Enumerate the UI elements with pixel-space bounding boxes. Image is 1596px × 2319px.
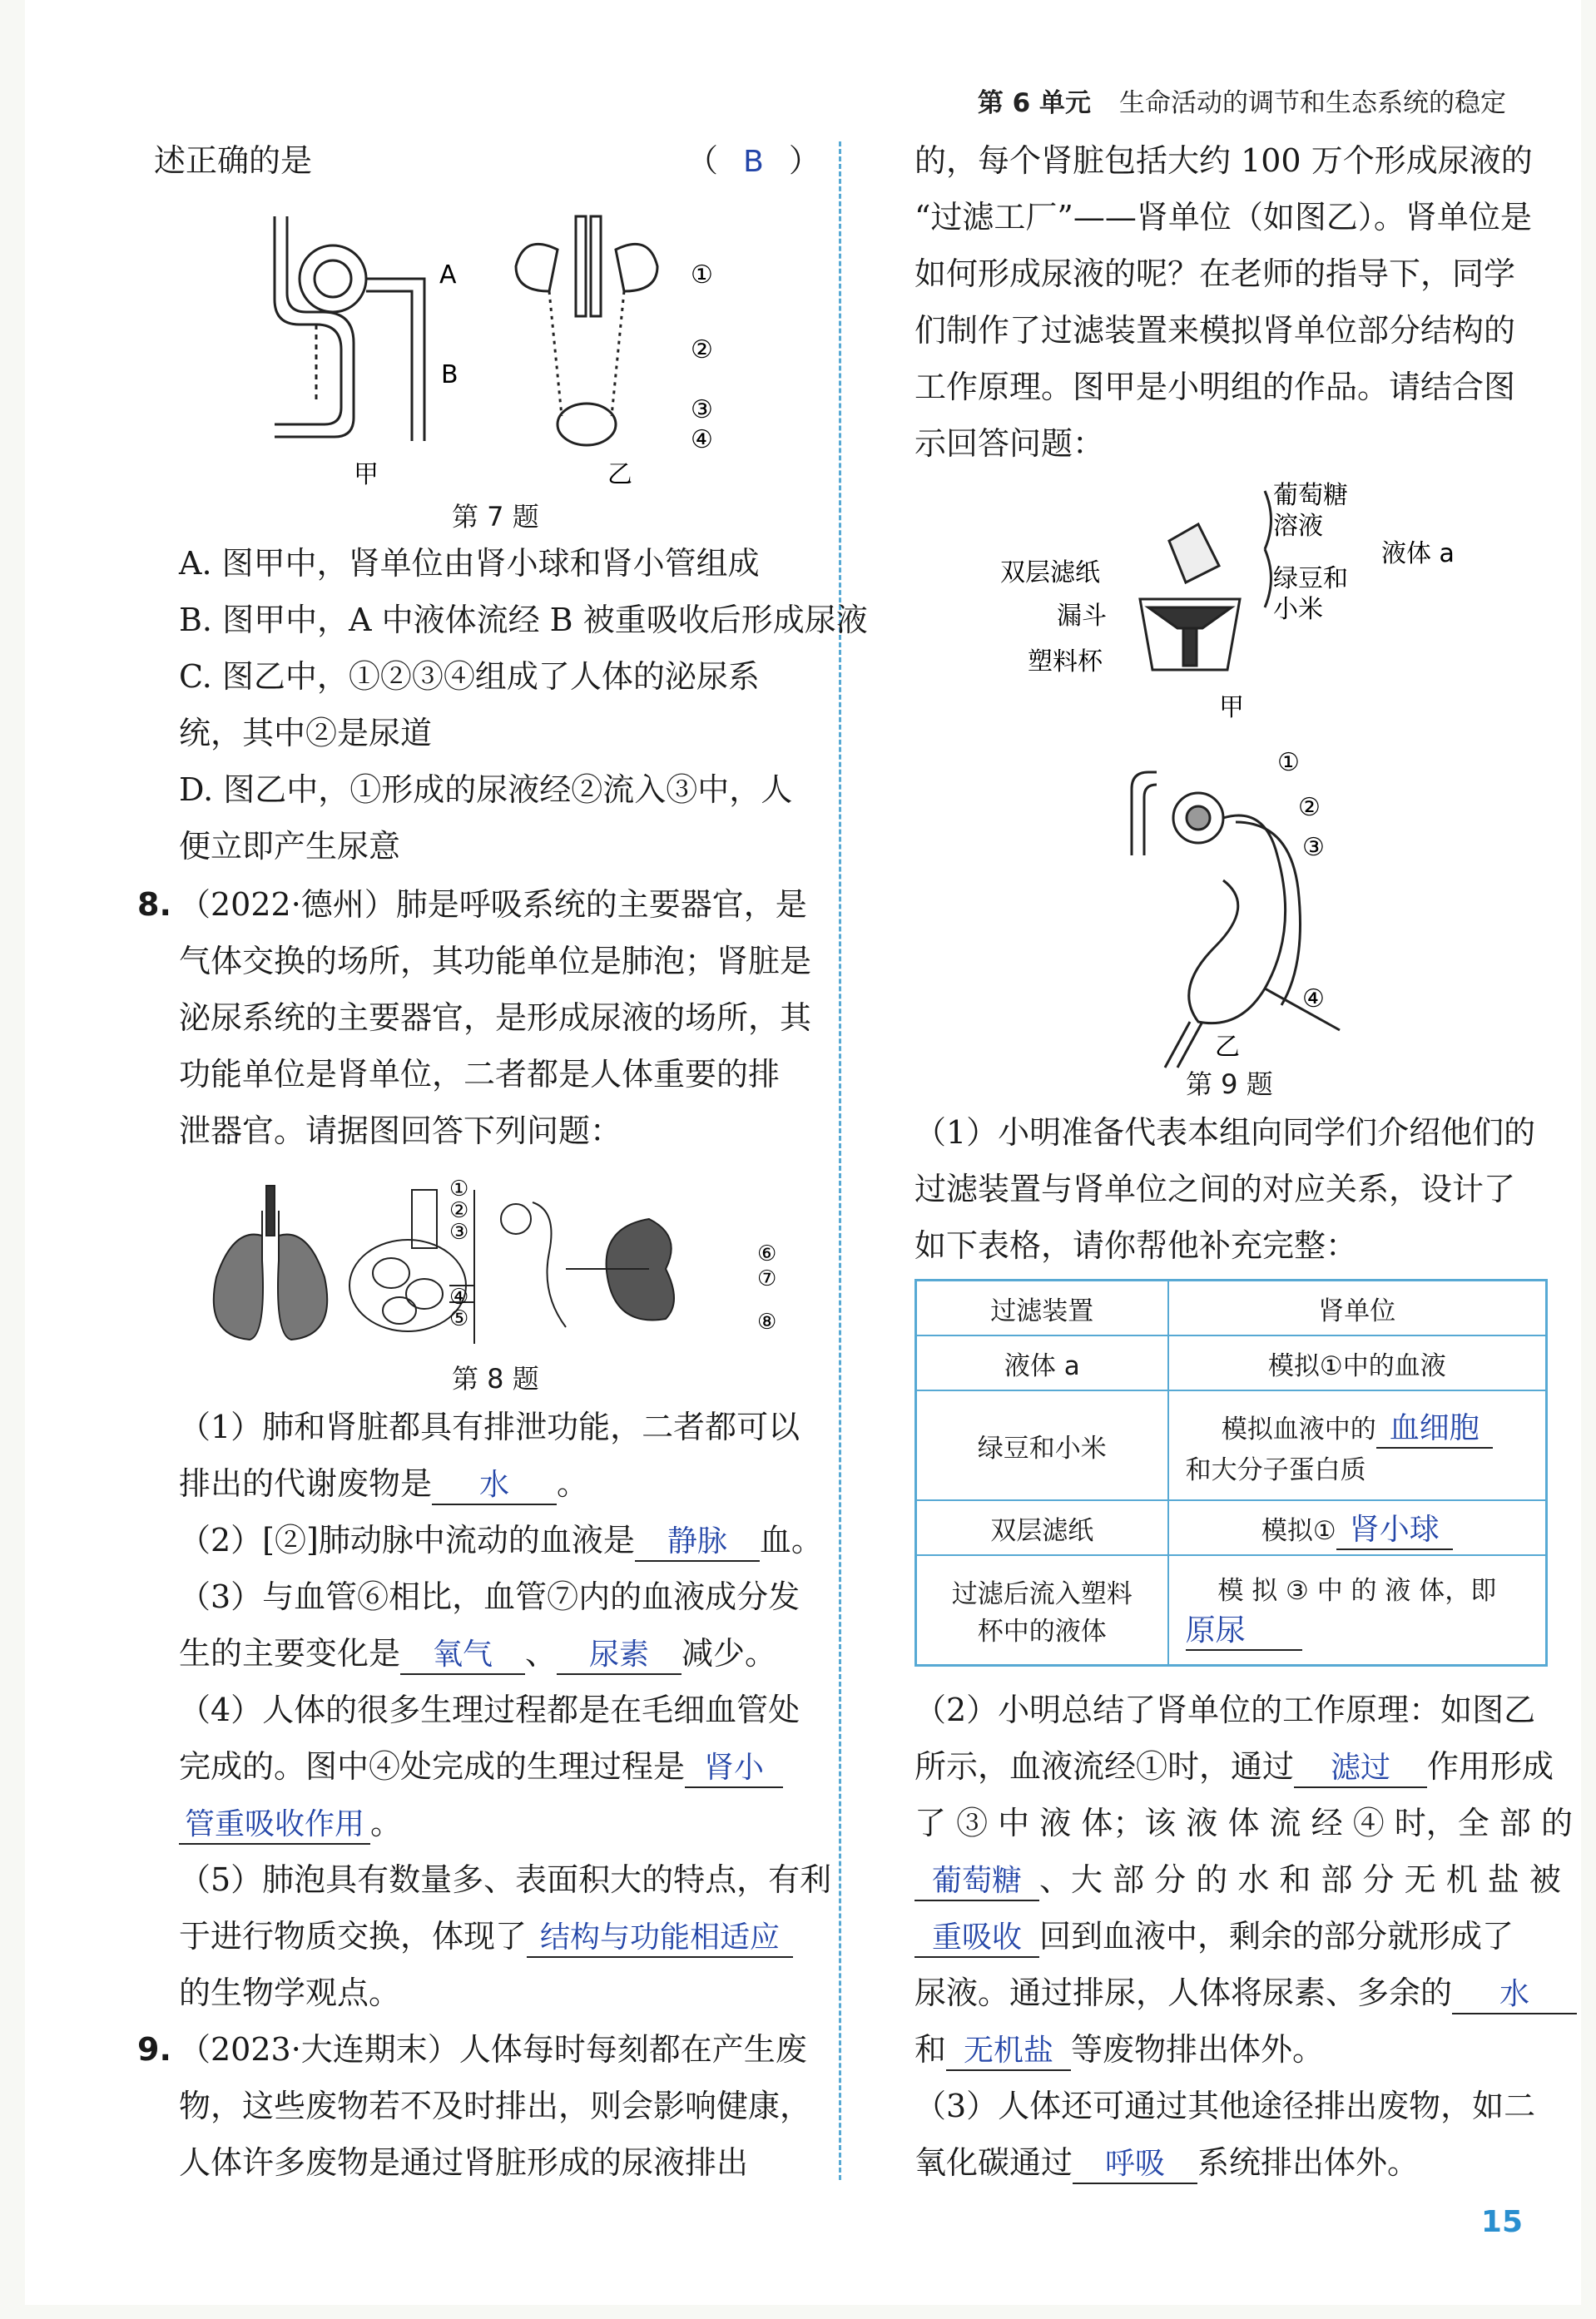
- q9-p2-e-text: 回到血液中，剩余的部分就形成了: [1039, 1918, 1514, 1955]
- q7-option-c: C. 图乙中，①②③④组成了人体的泌尿系: [179, 658, 760, 695]
- alveoli-drawing: [349, 1190, 469, 1331]
- q7-label-2: ②: [691, 335, 713, 364]
- label-beans-2: 小米: [1273, 595, 1323, 624]
- filter-apparatus-drawing: [1140, 491, 1271, 670]
- table-header-filter: 过滤装置: [916, 1281, 1168, 1336]
- r2-right-line-2: 和大分子蛋白质: [1185, 1455, 1366, 1485]
- paren-open: （: [686, 142, 719, 179]
- r2-right-line-1: [1176, 1405, 1539, 1449]
- yi-label-1: ①: [1277, 748, 1300, 777]
- q8-stem-2: 气体交换的场所，其功能单位是肺泡；肾脏是: [179, 943, 812, 979]
- q7-figure-caption: 第 7 题: [452, 501, 539, 533]
- q8-stem-4: 功能单位是肾单位，二者都是人体重要的排: [179, 1056, 781, 1093]
- q7-stem-tail: [154, 140, 312, 181]
- q7-stem-text: 述正确的是: [154, 142, 313, 179]
- q9-p3-c: 系统排出体外。: [1197, 2144, 1420, 2181]
- q9-p1-3: 如下表格，请你帮他补充完整：: [914, 1227, 1358, 1264]
- table-header-row: [916, 1281, 1547, 1336]
- q7-answer: B: [743, 145, 764, 179]
- q8-p1-c: 。: [557, 1465, 589, 1502]
- q8-label-3: ③: [449, 1220, 469, 1245]
- q8-p2: [179, 1519, 823, 1562]
- q9-p2-answer-1: 滤过: [1294, 1750, 1427, 1788]
- paren-close: ）: [788, 142, 820, 179]
- page-header: [978, 82, 1506, 119]
- q8-p1-answer: 水: [432, 1467, 557, 1505]
- q8-stem-1: （2022·德州）肺是呼吸系统的主要器官，是: [179, 886, 807, 923]
- q8-p4-c-text: 。: [370, 1805, 403, 1841]
- q8-p5-c: 的生物学观点。: [179, 1975, 401, 2011]
- q8-p4-b: [179, 1746, 783, 1788]
- q7-label-jia: 甲: [354, 460, 379, 489]
- label-funnel: 漏斗: [1057, 602, 1107, 631]
- q9-number: 9.: [137, 2031, 171, 2068]
- q8-stem-5: 泄器官。请据图回答下列问题：: [179, 1112, 622, 1149]
- q7-option-d: D. 图乙中，①形成的尿液经②流入③中，人: [179, 771, 793, 808]
- q7-label-4: ④: [691, 425, 713, 454]
- q8-p5-a: （5）肺泡具有数量多、表面积大的特点，有利: [179, 1861, 832, 1898]
- q7-label-yi: 乙: [607, 460, 632, 489]
- q9-p2-g1: 和: [914, 2031, 947, 2068]
- kidney-drawing: [566, 1219, 674, 1320]
- q8-stem-3: 泌尿系统的主要器官，是形成尿液的场所，其: [179, 999, 812, 1036]
- q9-p2-b2: 作用形成: [1427, 1748, 1554, 1785]
- q8-p3-b-text: 生的主要变化是: [179, 1635, 401, 1672]
- table-cell: [1168, 1390, 1547, 1500]
- table-cell: 模拟①中的血液: [1168, 1335, 1547, 1390]
- q9-p2-answer-3: 重吸收: [914, 1920, 1039, 1958]
- q8-p1-b-text: 排出的代谢废物是: [179, 1465, 433, 1502]
- q8-label-5: ⑤: [449, 1306, 469, 1331]
- q8-p2-a: （2）[②]肺动脉中流动的血液是: [179, 1522, 635, 1558]
- q7-option-d-cont: 便立即产生尿意: [179, 828, 401, 865]
- q8-number: 8.: [137, 886, 171, 923]
- q7-label-1: ①: [691, 260, 713, 290]
- q9-p2-f: [914, 1972, 1577, 2014]
- q7-label-B: B: [441, 360, 458, 389]
- q8-p3-a: （3）与血管⑥相比，血管⑦内的血液成分发: [179, 1578, 800, 1615]
- q8-p1-b: [179, 1463, 588, 1505]
- q9-p2-answer-4: 水: [1452, 1976, 1577, 2014]
- q9-p1-2: 过滤装置与肾单位之间的对应关系，设计了: [914, 1171, 1516, 1207]
- table-row: [916, 1335, 1547, 1390]
- q9-p2-b: [914, 1746, 1554, 1788]
- q8-label-4: ④: [449, 1285, 469, 1310]
- table-cell: [916, 1555, 1168, 1665]
- table-cell: 绿豆和小米: [916, 1390, 1168, 1500]
- q9-p3-b-text: 氧化碳通过: [914, 2144, 1073, 2181]
- r3-right-a: 模拟①: [1261, 1515, 1336, 1546]
- q8-p4-answer-1: 肾小: [685, 1750, 783, 1788]
- q7-answer-paren: [686, 140, 836, 183]
- q8-p3-b: [179, 1633, 776, 1675]
- q9-p2-b1: 所示，血液流经①时，通过: [914, 1748, 1295, 1785]
- column-divider: [839, 141, 841, 2180]
- q8-p2-answer: 静脉: [635, 1524, 760, 1562]
- label-beans-1: 绿豆和: [1273, 564, 1348, 593]
- q8-p1-a: （1）肺和肾脏都具有排泄功能，二者都可以: [179, 1409, 800, 1445]
- q9-p2-g: [914, 2029, 1324, 2071]
- q7-figure: [225, 200, 757, 533]
- q9-cont-3: 如何形成尿液的呢？在老师的指导下，同学: [914, 255, 1516, 292]
- q9-p2-g2: 等废物排出体外。: [1071, 2031, 1325, 2068]
- r3-answer: 肾小球: [1336, 1506, 1453, 1550]
- q7-label-A: A: [439, 260, 457, 290]
- q9-figure-yi: [1098, 739, 1381, 1072]
- q9-stem-3: 人体许多废物是通过肾脏形成的尿液排出: [179, 2144, 749, 2181]
- q9-cont-4: 们制作了过滤装置来模拟肾单位部分结构的: [914, 312, 1516, 349]
- q8-p2-b: 血。: [759, 1522, 823, 1558]
- q8-p4-b-text: 完成的。图中④处完成的生理过程是: [179, 1748, 686, 1785]
- q8-p5-b: [179, 1915, 793, 1958]
- label-liquid-a: 液体 a: [1381, 539, 1455, 568]
- label-glucose-1: 葡萄糖: [1273, 481, 1348, 510]
- q9-stem-2: 物，这些废物若不及时排出，则会影响健康，: [179, 2088, 812, 2124]
- q9-cont-2: “过滤工厂”——肾单位（如图乙）。肾单位是: [914, 199, 1532, 235]
- q8-label-6: ⑥: [757, 1241, 777, 1266]
- yi-label-3: ③: [1302, 833, 1325, 862]
- table-cell: [1168, 1555, 1547, 1665]
- q8-p3-sep: 、: [525, 1635, 558, 1672]
- q8-p3-answer-2: 尿素: [557, 1637, 682, 1675]
- table-cell: 双层滤纸: [916, 1500, 1168, 1555]
- r4-right-a: 模 拟 ③ 中 的 液 体，即: [1217, 1575, 1497, 1606]
- q9-p3-a: （3）人体还可通过其他途径排出废物，如二: [914, 2088, 1536, 2124]
- table-row: [916, 1500, 1547, 1555]
- r4-answer: 原尿: [1186, 1607, 1302, 1651]
- q9-p2-d-text: 、大 部 分 的 水 和 部 分 无 机 盐 被: [1039, 1861, 1561, 1898]
- q9-p3-answer: 呼吸: [1073, 2146, 1197, 2184]
- table-row: [916, 1555, 1547, 1665]
- yi-label-2: ②: [1298, 793, 1321, 822]
- q9-p2-c: 了 ③ 中 液 体；该 液 体 流 经 ④ 时，全 部 的: [914, 1805, 1573, 1841]
- table-row: [916, 1390, 1547, 1500]
- q7-label-3: ③: [691, 395, 713, 424]
- correspondence-table: [914, 1279, 1548, 1667]
- yi-label: 乙: [1215, 1033, 1240, 1062]
- label-jia: 甲: [1219, 693, 1244, 722]
- label-plastic-cup: 塑料杯: [1028, 647, 1103, 676]
- q9-p2-e: [914, 1915, 1514, 1958]
- q8-label-2: ②: [449, 1198, 469, 1223]
- q9-stem-1: （2023·大连期末）人体每时每刻都在产生废: [179, 2031, 807, 2068]
- r4-right-line-2: [1176, 1607, 1539, 1651]
- page-number: 15: [1480, 2205, 1523, 2239]
- q8-p3-c: 减少。: [682, 1635, 777, 1672]
- table-cell: [1168, 1500, 1547, 1555]
- q9-figure-jia: [990, 474, 1489, 724]
- r2-right-a: 模拟血液中的: [1221, 1415, 1376, 1444]
- q8-figure: [200, 1177, 799, 1356]
- q8-p5-b-text: 于进行物质交换，体现了: [179, 1918, 528, 1955]
- unit-label: 第 6 单元: [977, 88, 1091, 118]
- q9-cont-6: 示回答问题：: [914, 425, 1105, 462]
- q8-p4-c: [179, 1802, 402, 1845]
- page: [25, 0, 1581, 2305]
- q8-label-1: ①: [449, 1177, 469, 1202]
- q9-p3-b: [914, 2142, 1419, 2184]
- lungs-drawing: [214, 1186, 327, 1340]
- r2-answer: 血细胞: [1376, 1405, 1493, 1449]
- q8-p5-answer: 结构与功能相适应: [527, 1920, 793, 1958]
- table-header-nephron: 肾单位: [1168, 1281, 1547, 1336]
- table-cell: 液体 a: [916, 1335, 1168, 1390]
- unit-title: 生命活动的调节和生态系统的稳定: [1119, 88, 1506, 118]
- q9-p2-d: [914, 1859, 1561, 1901]
- q8-label-8: ⑧: [757, 1310, 777, 1335]
- q7-option-b: B. 图甲中，A 中液体流经 B 被重吸收后形成尿液: [179, 602, 868, 638]
- q7-option-c-cont: 统，其中②是尿道: [179, 715, 433, 751]
- nephron-diagram: [275, 216, 424, 441]
- yi-label-4: ④: [1302, 984, 1325, 1013]
- q8-p4-answer-2: 管重吸收作用: [179, 1806, 370, 1845]
- q9-p2-answer-5: 无机盐: [946, 2033, 1071, 2071]
- q8-label-7: ⑦: [757, 1266, 777, 1291]
- q8-p4-a: （4）人体的很多生理过程都是在毛细血管处: [179, 1692, 800, 1728]
- q9-cont-5: 工作原理。图甲是小明组的作品。请结合图: [914, 369, 1516, 405]
- q9-p2-a: （2）小明总结了肾单位的工作原理：如图乙: [914, 1692, 1536, 1728]
- r4-left-a: 过滤后流入塑料: [951, 1578, 1133, 1609]
- q8-figure-caption: 第 8 题: [452, 1363, 539, 1395]
- q9-p1-1: （1）小明准备代表本组向同学们介绍他们的: [914, 1114, 1536, 1151]
- r4-left-b: 杯中的液体: [977, 1616, 1107, 1647]
- q7-option-a: A. 图甲中，肾单位由肾小球和肾小管组成: [179, 545, 760, 582]
- q8-p3-answer-1: 氧气: [400, 1637, 525, 1675]
- label-glucose-2: 溶液: [1273, 512, 1323, 541]
- urinary-system-diagram: [516, 216, 657, 445]
- q9-figure-caption: 第 9 题: [1186, 1068, 1273, 1100]
- q9-p2-answer-2: 葡萄糖: [914, 1863, 1039, 1901]
- label-filter-paper: 双层滤纸: [1000, 558, 1100, 587]
- q9-p2-f-text: 尿液。通过排尿，人体将尿素、多余的: [914, 1975, 1453, 2011]
- q9-cont-1: 的，每个肾脏包括大约 100 万个形成尿液的: [914, 142, 1533, 179]
